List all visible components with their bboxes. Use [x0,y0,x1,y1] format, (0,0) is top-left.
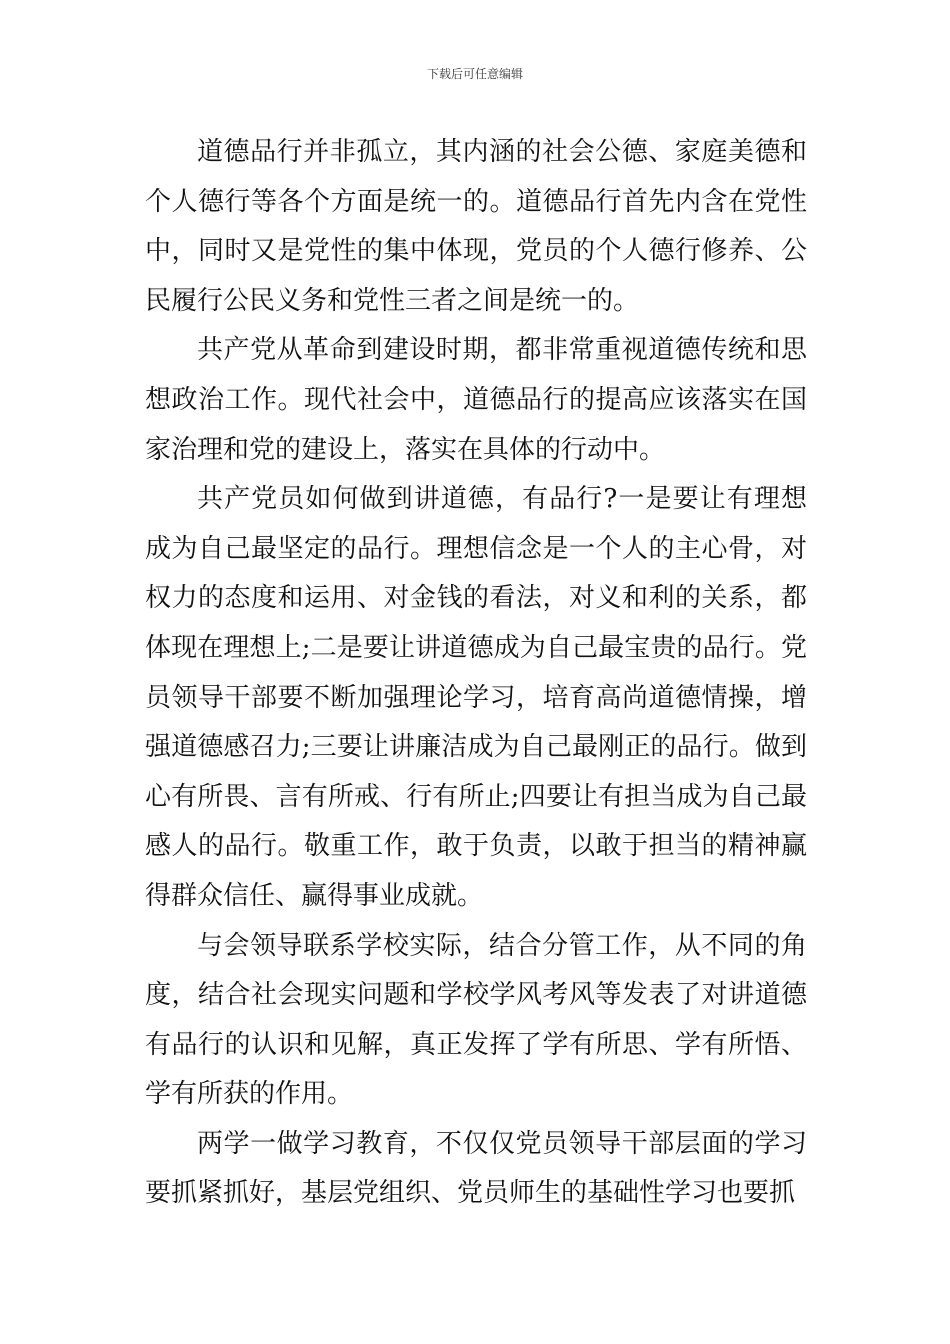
paragraph-4: 与会领导联系学校实际，结合分管工作，从不同的角度，结合社会现实问题和学校学风考风等发表了对讲道德有品行的认识和见解，真正发挥了学有所思、学有所悟、学有所获的作用。 [145,930,807,1110]
paragraph-1: 道德品行并非孤立，其内涵的社会公德、家庭美德和个人德行等各个方面是统一的。道德品行首先内含在党性中，同时又是党性的集中体现，党员的个人德行修养、公民履行公民义务和党性三者之间是统一的。 [145,137,807,316]
paragraph-3: 共产党员如何做到讲道德，有品行?一是要让有理想成为自己最坚定的品行。理想信念是一个人的主心骨，对权力的态度和运用、对金钱的看法，对义和利的关系，都体现在理想上;二是要让讲道德成为自己最宝贵的品行。党员领导干部要不断加强理论学习，培育高尚道德情操，增强道德感召力;三要让讲廉洁成为自己最刚正的品行。做到心有所畏、言有所戒、行有所止;四要让有担当成为自己最感人的品行。敬重工作，敢于负责，以敢于担当的精神赢得群众信任、赢得事业成就。 [145,484,807,911]
paragraph-2: 共产党从革命到建设时期，都非常重视道德传统和思想政治工作。现代社会中，道德品行的提高应该落实在国家治理和党的建设上，落实在具体的行动中。 [145,335,807,465]
paragraph-5: 两学一做学习教育，不仅仅党员领导干部层面的学习要抓紧抓好，基层党组织、党员师生的基础性学习也要抓 [145,1128,807,1209]
document-body [145,128,807,1219]
page-header-note: 下载后可任意编辑 [426,67,523,81]
